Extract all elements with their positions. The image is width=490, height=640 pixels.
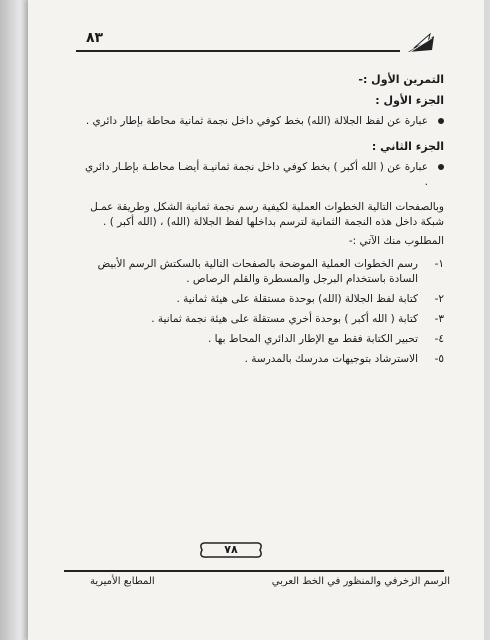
list-item bbox=[84, 332, 444, 347]
list-item bbox=[84, 257, 444, 287]
list-item bbox=[84, 352, 444, 367]
footer-rule bbox=[64, 570, 444, 572]
part2-title: الجزء الثاني : bbox=[371, 140, 444, 153]
item-text: الاسترشاد بتوجيهات مدرسك بالمدرسة . bbox=[244, 353, 418, 365]
footer-page-number: ٧٨ bbox=[224, 543, 238, 556]
part2-bullet bbox=[84, 160, 444, 190]
item-text: كتابة لفظ الجلالة (الله) بوحدة مستقلة على هيئة ثمانية . bbox=[176, 293, 418, 305]
item-number: ١- bbox=[434, 258, 444, 270]
part1-bullet-text: عبارة عن لفظ الجلالة (الله) بخط كوفي داخل نجمة ثمانية محاطة بإطار دائري . bbox=[85, 115, 428, 127]
intro-paragraph: وبالصفحات التالية الخطوات العملية لكيفية رسم نجمة ثمانية الشكل وطريقة عمـل شبكة داخل هذه النجمة الثمانية لترسم بداخلها لفظ الجلالة (الله) ، (الله أكبر ) . bbox=[90, 201, 444, 228]
footer-publisher: المطابع الأميرية bbox=[90, 576, 155, 587]
item-text: تحبير الكتابة فقط مع الإطار الدائري المحاط بها . bbox=[207, 333, 418, 345]
footer-book-title: الرسم الزخرفي والمنظور في الخط العربي bbox=[271, 576, 450, 587]
part1-title: الجزء الأول : bbox=[375, 94, 444, 107]
item-number: ٢- bbox=[434, 293, 444, 305]
list-item bbox=[84, 312, 444, 327]
list-item bbox=[84, 292, 444, 307]
exercise-content bbox=[84, 72, 444, 372]
part2-bullet-text: عبارة عن ( الله أكبر ) بخط كوفي داخل نجمة ثمانيـة أيضـا محاطـة بإطـار دائري . bbox=[84, 161, 428, 188]
bullet-icon bbox=[438, 118, 444, 124]
item-text: رسم الخطوات العملية الموضحة بالصفحات التالية بالسكتش الرسم الأبيض السادة باستخدام البرجل والمسطرة والقلم الرصاص . bbox=[97, 258, 418, 285]
book-gutter bbox=[0, 0, 28, 640]
pen-logo-icon bbox=[406, 32, 436, 54]
exercise-title: التمرين الأول :- bbox=[358, 73, 444, 86]
item-number: ٤- bbox=[434, 333, 444, 345]
item-number: ٣- bbox=[434, 313, 444, 325]
part1-bullet bbox=[84, 114, 444, 129]
header-rule bbox=[76, 50, 400, 52]
header-page-number: ٨٣ bbox=[86, 30, 104, 46]
footer-page-number-box bbox=[196, 540, 266, 560]
item-number: ٥- bbox=[434, 353, 444, 365]
required-title: المطلوب منك الآتي :- bbox=[348, 235, 444, 247]
item-text: كتابة ( الله أكبر ) بوحدة أخري مستقلة على هيئة نجمة ثمانية . bbox=[151, 313, 418, 325]
bullet-icon bbox=[438, 164, 444, 170]
page-header bbox=[76, 30, 436, 54]
